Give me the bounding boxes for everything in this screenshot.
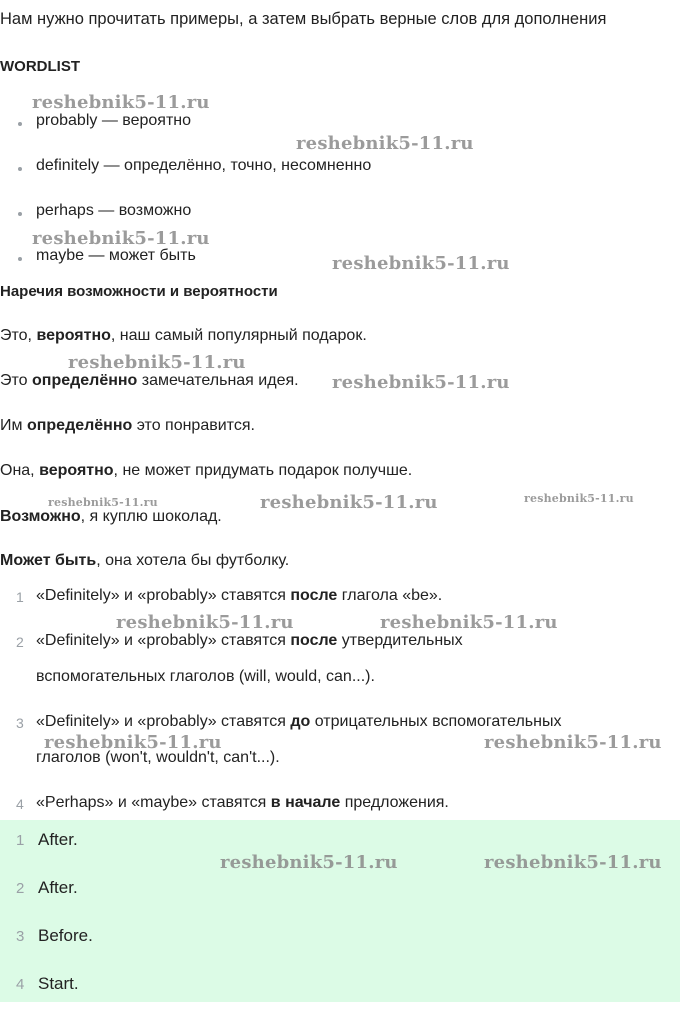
list-number: 3 [16, 715, 24, 731]
answer-number: 1 [16, 832, 25, 849]
answer-text: Start. [38, 974, 79, 993]
example-bold: Возможно [0, 508, 81, 525]
section-title: Наречия возможности и вероятности [0, 283, 278, 300]
watermark: reshebnik5-11.ru [484, 852, 662, 873]
example-sentence [0, 507, 222, 527]
wordlist-item: perhaps — возможно [36, 202, 192, 219]
watermark: reshebnik5-11.ru [32, 228, 210, 249]
example-text: , не может придумать подарок получше. [113, 462, 413, 479]
watermark: reshebnik5-11.ru [484, 732, 662, 753]
rule-bold: после [290, 632, 338, 649]
watermark: reshebnik5-11.ru [44, 732, 222, 753]
watermark: reshebnik5-11.ru [380, 612, 558, 633]
answer-number: 3 [16, 928, 25, 945]
rule-text [36, 712, 561, 732]
example-text: Это [0, 372, 32, 389]
watermark: reshebnik5-11.ru [296, 133, 474, 154]
rule-text [36, 793, 449, 813]
list-number: 1 [16, 589, 24, 605]
rule-text-part: «Definitely» и «probably» ставятся [36, 587, 291, 604]
watermark: reshebnik5-11.ru [116, 612, 294, 633]
list-number: 2 [16, 634, 24, 650]
watermark: reshebnik5-11.ru [332, 372, 510, 393]
watermark: reshebnik5-11.ru [524, 492, 634, 505]
rule-text-line2: вспомогательных глаголов (will, would, can...). [36, 668, 375, 685]
bullet-icon [18, 122, 22, 126]
example-bold: вероятно [39, 462, 114, 479]
rule-text-part: «Perhaps» и «maybe» ставятся [36, 794, 271, 811]
example-sentence [0, 371, 299, 391]
answer-number: 4 [16, 976, 25, 993]
wordlist-title: WORDLIST [0, 58, 80, 75]
example-text: это понравится. [132, 417, 255, 434]
example-text: , наш самый популярный подарок. [110, 327, 367, 344]
list-number: 4 [16, 796, 24, 812]
rule-text-line2: глаголов (won't, wouldn't, can't...). [36, 749, 280, 766]
watermark: reshebnik5-11.ru [32, 92, 210, 113]
rule-text-part: «Definitely» и «probably» ставятся [36, 632, 291, 649]
answer-text: After. [38, 830, 78, 849]
bullet-icon [18, 212, 22, 216]
example-text: замечательная идея. [137, 372, 299, 389]
rule-text [36, 631, 463, 651]
answer-number: 2 [16, 880, 25, 897]
watermark: reshebnik5-11.ru [48, 496, 158, 509]
example-text: , я куплю шоколад. [80, 508, 222, 525]
wordlist-item: definitely — определённо, точно, несомненно [36, 157, 372, 174]
answer-text: After. [38, 878, 78, 897]
rule-bold: до [290, 713, 311, 730]
example-text: , она хотела бы футболку. [96, 552, 290, 569]
answer-text: Before. [38, 926, 93, 945]
rule-text [36, 586, 442, 606]
watermark: reshebnik5-11.ru [260, 492, 438, 513]
example-bold: определённо [32, 372, 138, 389]
rule-text-part: отрицательных вспомогательных [310, 713, 562, 730]
example-sentence [0, 551, 289, 571]
watermark: reshebnik5-11.ru [68, 352, 246, 373]
example-sentence [0, 416, 255, 436]
example-bold: определённо [26, 417, 133, 434]
rule-text-part: «Definitely» и «probably» ставятся [36, 713, 291, 730]
example-sentence [0, 326, 367, 346]
instruction-text: Нам нужно прочитать примеры, а затем выбрать верные слов для дополнения [0, 10, 607, 28]
rule-text-part: утвердительных [337, 632, 463, 649]
rule-text-part: глагола «be». [337, 587, 443, 604]
bullet-icon [18, 167, 22, 171]
rule-bold: после [290, 587, 338, 604]
watermark: reshebnik5-11.ru [220, 852, 398, 873]
example-text: Им [0, 417, 27, 434]
rule-bold: в начале [270, 794, 341, 811]
rule-text-part: предложения. [340, 794, 449, 811]
watermark: reshebnik5-11.ru [332, 253, 510, 274]
example-sentence [0, 461, 412, 481]
example-text: Она, [0, 462, 40, 479]
example-bold: вероятно [36, 327, 111, 344]
wordlist-item: probably — вероятно [36, 112, 192, 129]
bullet-icon [18, 257, 22, 261]
example-bold: Может быть [0, 552, 97, 569]
wordlist-item: maybe — может быть [36, 247, 196, 264]
example-text: Это, [0, 327, 37, 344]
answers-box [0, 820, 680, 1002]
